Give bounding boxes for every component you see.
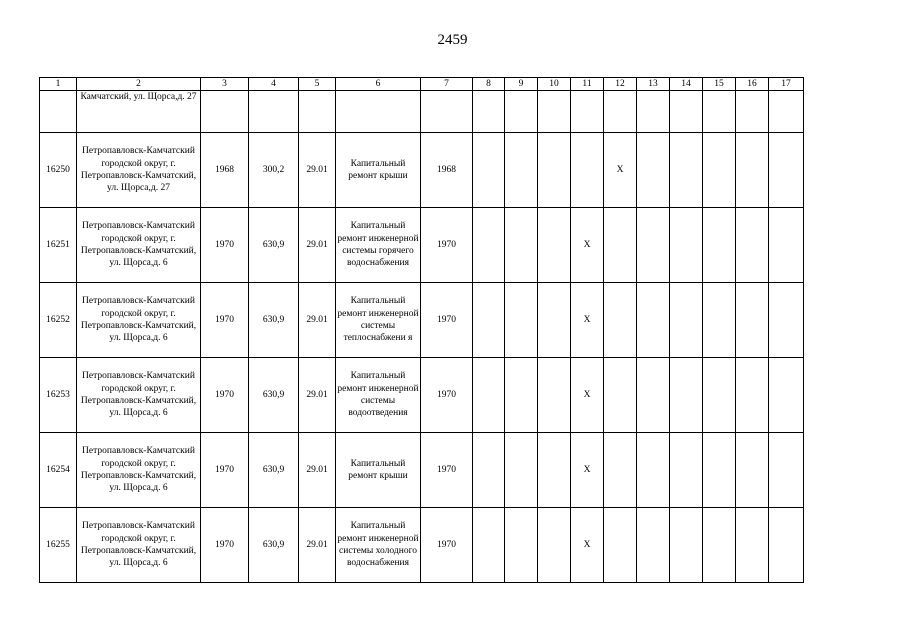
header-cell: 9 [505,78,538,91]
table-row [40,358,804,433]
empty-cell [769,283,804,358]
empty-cell [670,508,703,583]
area-cell: 630,9 [249,433,299,508]
empty-cell [505,133,538,208]
empty-cell [769,91,804,133]
year-cell: 1968 [201,133,249,208]
empty-cell [505,283,538,358]
header-row [40,78,804,91]
year-cell: 1970 [421,508,473,583]
empty-cell [670,433,703,508]
mark-cell: X [571,433,604,508]
work-type-cell: Капитальный ремонт инженерной системы горячего водоснабжения [336,208,421,283]
empty-cell [637,433,670,508]
empty-cell [637,91,670,133]
id-cell: 16252 [40,283,77,358]
work-type-cell: Капитальный ремонт инженерной системы водоотведения [336,358,421,433]
empty-cell [201,91,249,133]
mark-cell: X [571,283,604,358]
year-cell: 1970 [421,358,473,433]
empty-cell [538,283,571,358]
empty-cell [637,508,670,583]
code-cell: 29.01 [299,358,336,433]
header-cell: 1 [40,78,77,91]
empty-cell [421,91,473,133]
work-type-cell: Капитальный ремонт крыши [336,433,421,508]
table-row [40,208,804,283]
header-cell: 5 [299,78,336,91]
empty-cell [538,433,571,508]
empty-cell [769,358,804,433]
header-cell: 15 [703,78,736,91]
id-cell: 16253 [40,358,77,433]
page-number: 2459 [437,32,468,48]
year-cell: 1968 [421,133,473,208]
header-cell: 3 [201,78,249,91]
header-cell: 14 [670,78,703,91]
header-cell: 6 [336,78,421,91]
mark-cell [604,283,637,358]
mark-cell: X [604,133,637,208]
work-type-cell: Капитальный ремонт крыши [336,133,421,208]
empty-cell [538,133,571,208]
empty-cell [769,133,804,208]
empty-cell [670,133,703,208]
empty-cell [538,508,571,583]
code-cell: 29.01 [299,133,336,208]
mark-cell: X [571,508,604,583]
empty-cell [703,433,736,508]
empty-cell [505,433,538,508]
header-cell: 4 [249,78,299,91]
empty-cell [703,91,736,133]
year-cell: 1970 [201,208,249,283]
empty-cell [249,91,299,133]
id-cell: 16254 [40,433,77,508]
address-cell: Камчатский, ул. Щорса,д. 27 [77,91,201,133]
area-cell: 300,2 [249,133,299,208]
empty-cell [703,358,736,433]
empty-cell [769,508,804,583]
address-cell: Петропавловск-Камчатский городской округ, г. Петропавловск-Камчатский, ул. Щорса,д. 6 [77,358,201,433]
work-type-cell: Капитальный ремонт инженерной системы холодного водоснабжения [336,508,421,583]
table-row [40,433,804,508]
empty-cell [473,208,505,283]
area-cell: 630,9 [249,358,299,433]
empty-cell [604,91,637,133]
empty-cell [736,283,769,358]
header-cell: 16 [736,78,769,91]
header-cell: 10 [538,78,571,91]
empty-cell [769,433,804,508]
empty-cell [336,91,421,133]
header-cell: 8 [473,78,505,91]
address-cell: Петропавловск-Камчатский городской округ, г. Петропавловск-Камчатский, ул. Щорса,д. 6 [77,283,201,358]
empty-cell [538,91,571,133]
empty-cell [736,208,769,283]
year-cell: 1970 [201,283,249,358]
empty-cell [736,133,769,208]
mark-cell: X [571,208,604,283]
empty-cell [703,283,736,358]
area-cell: 630,9 [249,208,299,283]
mark-cell [604,208,637,283]
empty-cell [703,133,736,208]
mark-cell [604,358,637,433]
empty-cell [637,133,670,208]
empty-cell [736,358,769,433]
code-cell: 29.01 [299,433,336,508]
empty-cell [670,91,703,133]
empty-cell [637,208,670,283]
year-cell: 1970 [201,508,249,583]
empty-cell [505,508,538,583]
mark-cell [604,508,637,583]
empty-cell [670,283,703,358]
id-cell: 16251 [40,208,77,283]
empty-cell [670,208,703,283]
empty-cell [473,283,505,358]
empty-cell [736,91,769,133]
empty-cell [505,208,538,283]
empty-cell [538,208,571,283]
empty-cell [538,358,571,433]
code-cell: 29.01 [299,508,336,583]
id-cell [40,91,77,133]
empty-cell [703,208,736,283]
empty-cell [703,508,736,583]
table-row [40,133,804,208]
area-cell: 630,9 [249,508,299,583]
empty-cell [473,91,505,133]
address-cell: Петропавловск-Камчатский городской округ, г. Петропавловск-Камчатский, ул. Щорса,д. 6 [77,433,201,508]
code-cell: 29.01 [299,208,336,283]
area-cell: 630,9 [249,283,299,358]
empty-cell [473,358,505,433]
header-cell: 11 [571,78,604,91]
repair-program-table [39,77,804,583]
empty-cell [299,91,336,133]
work-type-cell: Капитальный ремонт инженерной системы теплоснабжени я [336,283,421,358]
empty-cell [571,91,604,133]
mark-cell [571,133,604,208]
empty-cell [473,133,505,208]
empty-cell [736,508,769,583]
year-cell: 1970 [201,433,249,508]
empty-cell [473,508,505,583]
header-cell: 7 [421,78,473,91]
address-cell: Петропавловск-Камчатский городской округ, г. Петропавловск-Камчатский, ул. Щорса,д. 27 [77,133,201,208]
empty-cell [736,433,769,508]
empty-cell [670,358,703,433]
year-cell: 1970 [201,358,249,433]
empty-cell [637,358,670,433]
empty-cell [473,433,505,508]
code-cell: 29.01 [299,283,336,358]
empty-cell [769,208,804,283]
year-cell: 1970 [421,433,473,508]
header-cell: 12 [604,78,637,91]
id-cell: 16255 [40,508,77,583]
table-row [40,283,804,358]
mark-cell [604,433,637,508]
header-cell: 17 [769,78,804,91]
id-cell: 16250 [40,133,77,208]
address-cell: Петропавловск-Камчатский городской округ, г. Петропавловск-Камчатский, ул. Щорса,д. 6 [77,208,201,283]
mark-cell: X [571,358,604,433]
header-cell: 13 [637,78,670,91]
empty-cell [505,358,538,433]
year-cell: 1970 [421,208,473,283]
header-cell: 2 [77,78,201,91]
empty-cell [637,283,670,358]
year-cell: 1970 [421,283,473,358]
continuation-row [40,91,804,133]
address-cell: Петропавловск-Камчатский городской округ, г. Петропавловск-Камчатский, ул. Щорса,д. 6 [77,508,201,583]
empty-cell [505,91,538,133]
table-row [40,508,804,583]
